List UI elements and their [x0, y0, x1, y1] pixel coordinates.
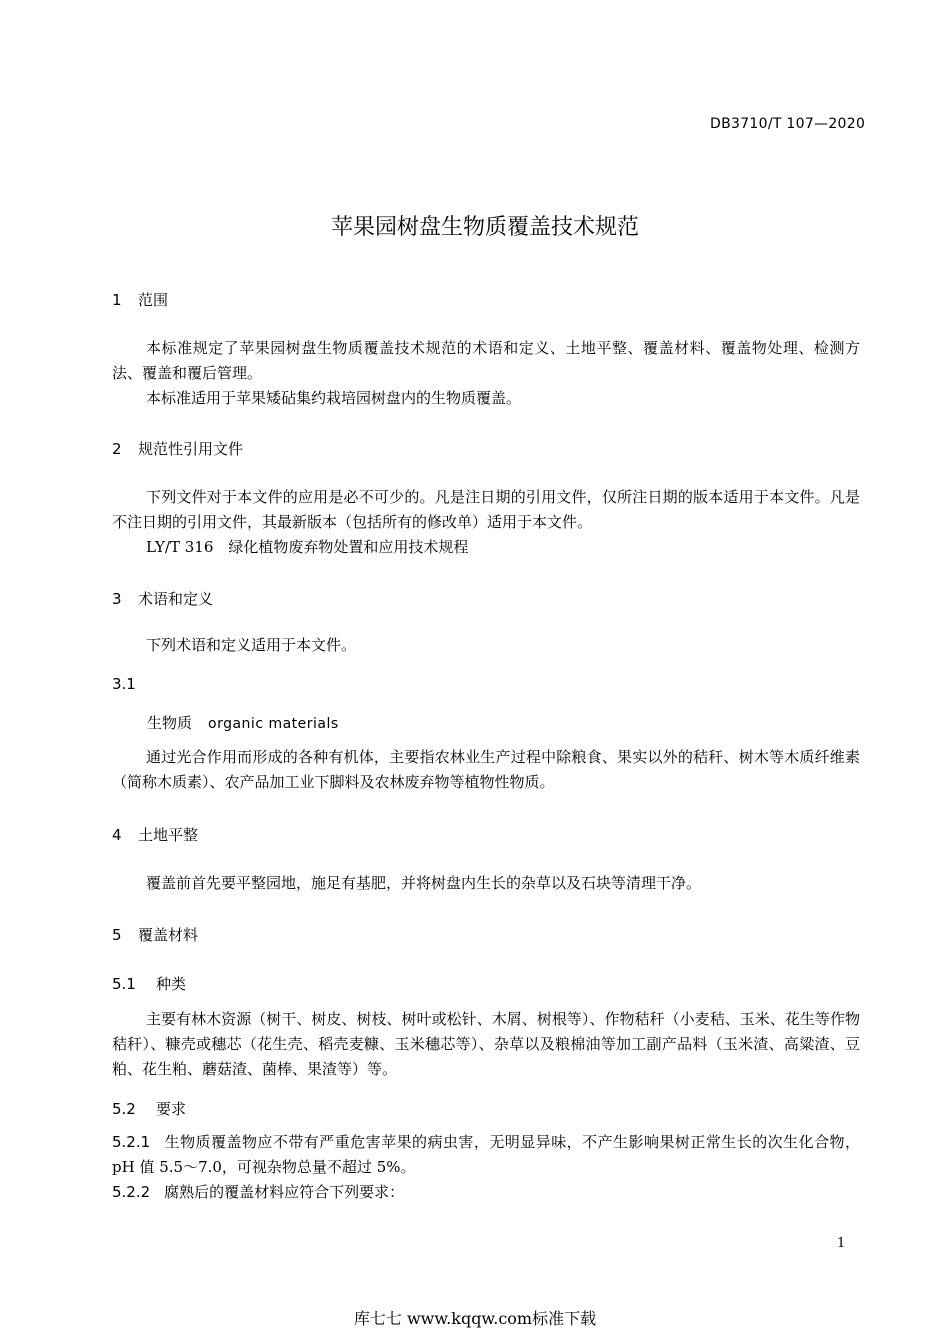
term-definition: 通过光合作用而形成的各种有机体，主要指农林业生产过程中除粮食、果实以外的秸秆、树木等木质纤维素（简称木质素）、农产品加工业下脚料及农林废弃物等植物性物质。 — [112, 748, 860, 791]
section-heading-2 — [112, 438, 243, 459]
section-title: 土地平整 — [138, 826, 199, 844]
section-heading-5 — [112, 924, 198, 945]
section-heading-1 — [112, 289, 168, 310]
paragraph: 下列术语和定义适用于本文件。 — [146, 636, 357, 654]
subsection-heading-5-1 — [112, 973, 186, 994]
subsection-number: 3.1 — [112, 675, 136, 693]
watermark: 库七七 www.kqqw.com标准下载 — [353, 1309, 597, 1328]
section-heading-3 — [112, 588, 213, 609]
term-english: organic materials — [208, 716, 339, 732]
section-number: 3 — [112, 590, 122, 608]
subsection-number: 5.2 — [112, 1100, 136, 1118]
paragraph: 本标准规定了苹果园树盘生物质覆盖技术规范的术语和定义、土地平整、覆盖材料、覆盖物处理、检测方法、覆盖和覆后管理。 — [112, 339, 860, 382]
subsection-heading-5-2 — [112, 1098, 186, 1119]
page-number: 1 — [837, 1236, 846, 1251]
paragraph: 覆盖前首先要平整园地，施足有基肥，并将树盘内生长的杂草以及石块等清理干净。 — [146, 874, 702, 892]
section-title: 规范性引用文件 — [138, 440, 244, 458]
normative-reference: LY/T 316 绿化植物废弃物处置和应用技术规程 — [146, 538, 469, 556]
clause-text: 腐熟后的覆盖材料应符合下列要求： — [164, 1183, 405, 1201]
clause-5-2-1 — [112, 1130, 860, 1180]
clause-5-2-2 — [112, 1180, 860, 1205]
section-number: 2 — [112, 440, 122, 458]
clause-number: 5.2.2 — [112, 1183, 151, 1201]
doc-code: DB3710/T 107—2020 — [710, 116, 866, 132]
paragraph: 本标准适用于苹果矮砧集约栽培园树盘内的生物质覆盖。 — [146, 389, 522, 407]
section-heading-4 — [112, 824, 198, 845]
subsection-title: 种类 — [156, 975, 187, 993]
clause-text: 生物质覆盖物应不带有严重危害苹果的病虫害，无明显异味，不产生影响果树正常生长的次生化合物，pH 值 5.5～7.0，可视杂物总量不超过 5%。 — [112, 1133, 860, 1176]
section-title: 范围 — [138, 291, 169, 309]
section-number: 4 — [112, 826, 122, 844]
clause-number: 5.2.1 — [112, 1133, 151, 1151]
subsection-number: 5.1 — [112, 975, 136, 993]
section-title: 覆盖材料 — [138, 926, 199, 944]
term-chinese: 生物质 — [147, 714, 193, 732]
section-number: 5 — [112, 926, 122, 944]
page-title: 苹果园树盘生物质覆盖技术规范 — [330, 215, 639, 240]
paragraph: 主要有林木资源（树干、树皮、树枝、树叶或松针、木屑、树根等）、作物秸秆（小麦秸、玉米、花生等作物秸秆）、糠壳或穗芯（花生壳、稻壳麦糠、玉米穗芯等）、杂草以及粮棉油等加工副产品料（玉米渣、高粱渣、豆粕、花生粕、蘑菇渣、菌棒、果渣等）等。 — [112, 1010, 860, 1078]
term-line — [147, 712, 339, 733]
paragraph: 下列文件对于本文件的应用是必不可少的。凡是注日期的引用文件，仅所注日期的版本适用于本文件。凡是不注日期的引用文件，其最新版本（包括所有的修改单）适用于本文件。 — [112, 488, 860, 531]
subsection-title: 要求 — [156, 1100, 187, 1118]
section-title: 术语和定义 — [138, 590, 214, 608]
section-number: 1 — [112, 291, 122, 309]
